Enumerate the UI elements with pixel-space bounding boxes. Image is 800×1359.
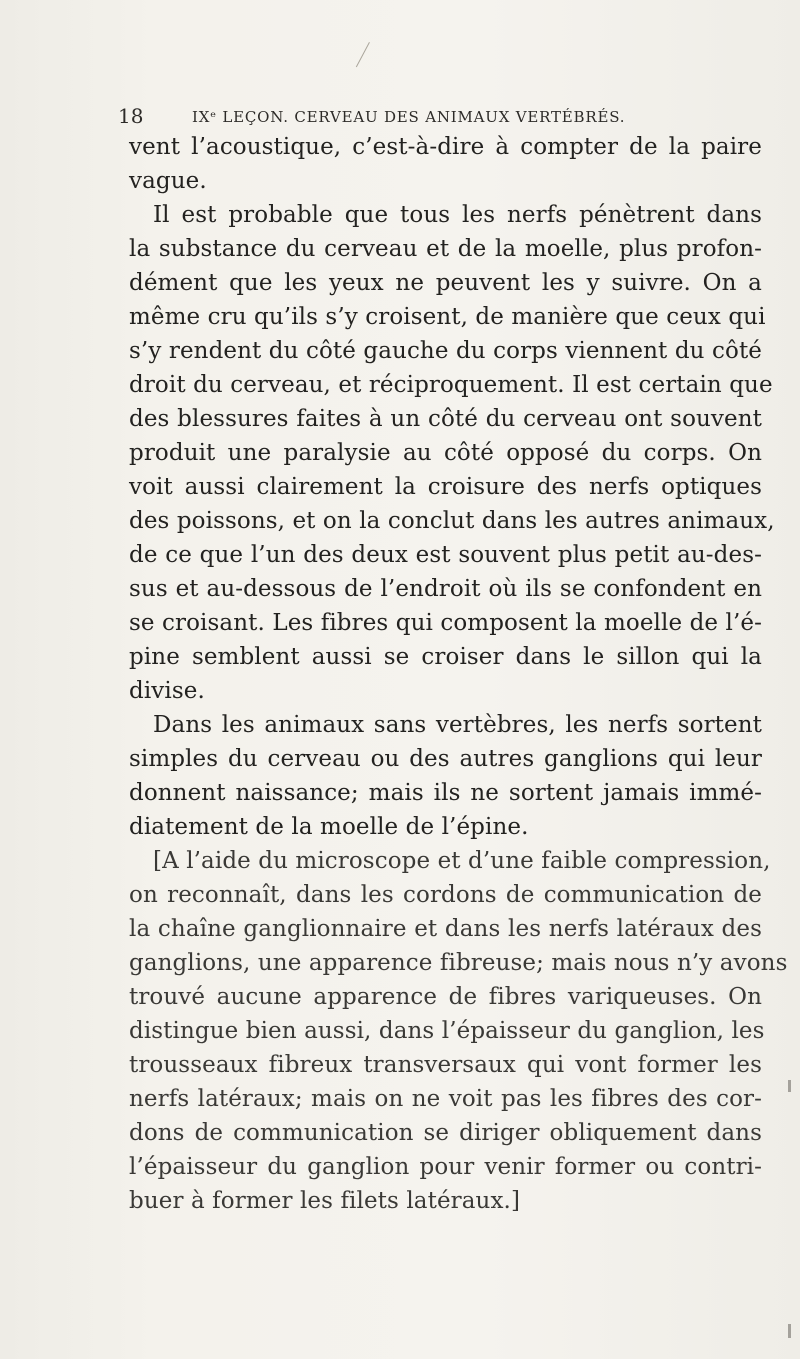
text-line: on reconnaît, dans les cordons de communication de: [129, 882, 762, 908]
margin-pencil-mark: [356, 42, 377, 71]
text-line: buer à former les filets latéraux.]: [129, 1188, 521, 1214]
text-line: s’y rendent du côté gauche du corps viennent du côté: [129, 338, 762, 364]
body-text: [129, 130, 788, 1218]
text-line: droit du cerveau, et réciproquement. Il est certain que: [129, 372, 773, 398]
text-line: diatement de la moelle de l’épine.: [129, 814, 529, 840]
text-line: se croisant. Les fibres qui composent la moelle de l’é-: [129, 610, 762, 636]
text-line: dément que les yeux ne peuvent les y suivre. On a: [129, 270, 762, 296]
text-line: sus et au-dessous de l’endroit où ils se confondent en: [129, 576, 762, 602]
text-line: des blessures faites à un côté du cerveau ont souvent: [129, 406, 762, 432]
text-line: ganglions, une apparence fibreuse; mais nous n’y avons: [129, 950, 788, 976]
text-line: la chaîne ganglionnaire et dans les nerfs latéraux des: [129, 916, 762, 942]
text-line: même cru qu’ils s’y croisent, de manière que ceux qui: [129, 304, 766, 330]
page-number: 18: [118, 104, 144, 128]
running-title: IXᵉ LEÇON. CERVEAU DES ANIMAUX VERTÉBRÉS.: [192, 108, 626, 126]
text-line: trousseaux fibreux transversaux qui vont former les: [129, 1052, 762, 1078]
text-line: produit une paralysie au côté opposé du corps. On: [129, 440, 762, 466]
paragraph-start-line: Dans les animaux sans vertèbres, les nerfs sortent: [153, 712, 762, 738]
text-line: des poissons, et on la conclut dans les autres animaux,: [129, 508, 775, 534]
text-line: voit aussi clairement la croisure des nerfs optiques: [129, 474, 762, 500]
text-line: vent l’acoustique, c’est-à-dire à compter de la paire: [129, 134, 762, 160]
text-line: nerfs latéraux; mais on ne voit pas les fibres des cor-: [129, 1086, 762, 1112]
text-line: donnent naissance; mais ils ne sortent jamais immé-: [129, 780, 762, 806]
paragraph-start-line: [A l’aide du microscope et d’une faible compression,: [153, 848, 771, 874]
text-line: distingue bien aussi, dans l’épaisseur du ganglion, les: [129, 1018, 765, 1044]
text-line: simples du cerveau ou des autres ganglions qui leur: [129, 746, 762, 772]
text-line: de ce que l’un des deux est souvent plus petit au-des-: [129, 542, 762, 568]
paragraph-start-line: Il est probable que tous les nerfs pénètrent dans: [153, 202, 762, 228]
text-line: pine semblent aussi se croiser dans le sillon qui la: [129, 644, 762, 670]
page-edge-speck: [788, 1080, 791, 1092]
page-edge-speck: [788, 1324, 791, 1338]
text-line: divise.: [129, 678, 205, 704]
text-line: l’épaisseur du ganglion pour venir former ou contri-: [129, 1154, 762, 1180]
text-line: la substance du cerveau et de la moelle, plus profon-: [129, 236, 762, 262]
text-line: vague.: [129, 168, 207, 194]
text-line: trouvé aucune apparence de fibres variqueuses. On: [129, 984, 762, 1010]
text-line: dons de communication se diriger obliquement dans: [129, 1120, 762, 1146]
